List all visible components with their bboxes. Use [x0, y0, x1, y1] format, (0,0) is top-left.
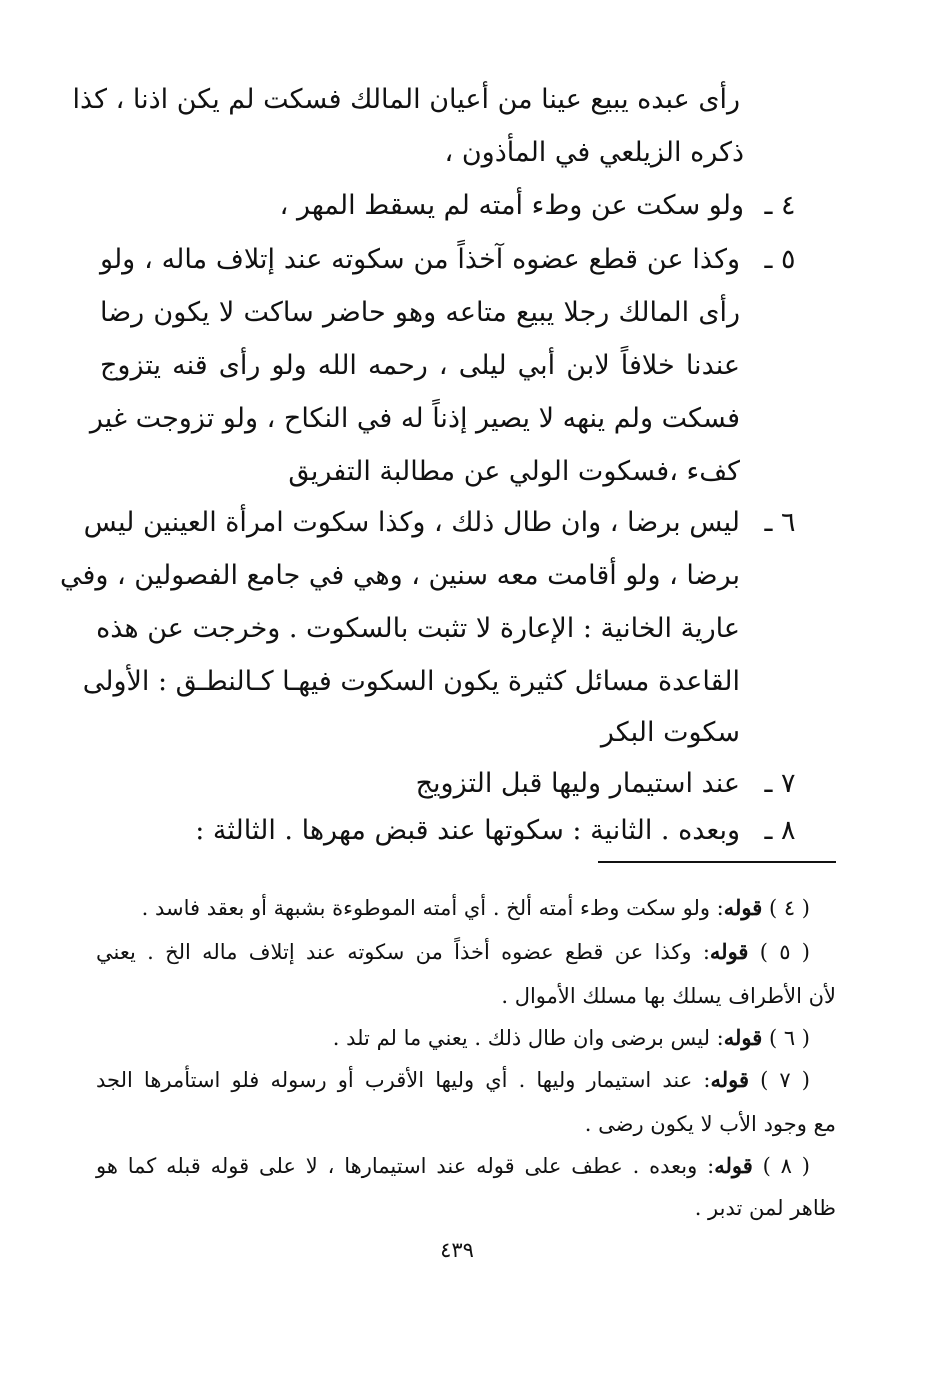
footnote-7	[96, 1064, 810, 1096]
text-line-7: فسكت ولم ينهه لا يصير إذناً له في النكاح ، ولو تزوجت غير	[89, 403, 740, 434]
text-line-12: القاعدة مسائل كثيرة يكون السكوت فيهـا كـالنطـق : الأولى	[82, 666, 740, 697]
footnote-number: ( ٨ )	[762, 1154, 810, 1178]
footnote-number: ( ٥ )	[759, 940, 810, 964]
item-marker-6: ٦ ـ	[764, 507, 796, 538]
footnote-text: : ليس برضى وان طال ذلك . يعني ما لم تلد .	[332, 1026, 724, 1050]
footnote-text: : ولو سكت وطء أمته ألخ . أي أمته الموطوءة بشبهة أو بعقد فاسد .	[141, 896, 724, 920]
text-line-15: وبعده . الثانية : سكوتها عند قبض مهرها . الثالثة :	[195, 815, 740, 846]
footnote-7-continuation: مع وجود الأب لا يكون رضى .	[584, 1112, 836, 1136]
footnote-text: : وبعده . عطف على قوله عند استيمارها ، لا على قوله قبله كما هو	[96, 1154, 715, 1178]
text-line-1: رأى عبده يبيع عينا من أعيان المالك فسكت لم يكن اذنا ، كذا	[72, 84, 740, 115]
footnote-keyword: قوله	[723, 1025, 763, 1050]
footnote-number: ( ٤ )	[768, 896, 810, 920]
footnote-keyword: قوله	[710, 1067, 749, 1092]
text-line-8: كفء ،فسكوت الولي عن مطالبة التفريق	[288, 456, 740, 487]
footnote-number: ( ٦ )	[768, 1026, 810, 1050]
item-marker-5: ٥ ـ	[764, 244, 796, 275]
footnote-5-continuation: لأن الأطراف يسلك بها مسلك الأموال .	[501, 984, 836, 1008]
text-line-10: برضا ، ولو أقامت معه سنين ، وهي في جامع الفصولين ، وفي	[59, 560, 740, 591]
footnote-keyword: قوله	[709, 939, 749, 964]
footnote-divider	[598, 861, 836, 863]
footnote-text: : عند استيمار وليها . أي وليها الأقرب أو رسوله فلو استأمرها الجد	[96, 1068, 711, 1092]
footnote-8-continuation: ظاهر لمن تدبر .	[694, 1196, 836, 1220]
footnote-keyword: قوله	[714, 1153, 753, 1178]
footnote-8	[96, 1150, 810, 1182]
item-marker-7: ٧ ـ	[764, 768, 796, 799]
text-line-5: رأى المالك رجلا يبيع متاعه وهو حاضر ساكت لا يكون رضا	[100, 297, 740, 328]
text-line-14: عند استيمار وليها قبل التزويج	[415, 768, 740, 799]
text-line-2: ذكره الزيلعي في المأذون ،	[444, 137, 744, 168]
text-line-9: ليس برضا ، وان طال ذلك ، وكذا سكوت امرأة العينين ليس	[83, 507, 740, 538]
footnote-6	[333, 1022, 810, 1054]
footnote-keyword: قوله	[723, 895, 763, 920]
text-line-3: ولو سكت عن وطء أمته لم يسقط المهر ،	[279, 190, 744, 221]
page-number: ٤٣٩	[440, 1238, 474, 1262]
text-line-13: سكوت البكر	[600, 717, 740, 748]
footnote-5	[96, 936, 810, 968]
text-line-6: عندنا خلافاً لابن أبي ليلى ، رحمه الله ولو رأى قنه يتزوج	[100, 350, 740, 381]
footnote-4	[142, 892, 810, 924]
footnote-number: ( ٧ )	[760, 1068, 810, 1092]
text-line-11: عارية الخانية : الإعارة لا تثبت بالسكوت . وخرجت عن هذه	[96, 613, 740, 644]
text-line-4: وكذا عن قطع عضوه آخذاً من سكوته عند إتلاف ماله ، ولو	[100, 244, 740, 275]
footnote-text: : وكذا عن قطع عضوه أخذاً من سكوته عند إتلاف ماله الخ . يعني	[96, 940, 710, 964]
item-marker-4: ٤ ـ	[764, 190, 796, 221]
item-marker-8: ٨ ـ	[764, 815, 796, 846]
